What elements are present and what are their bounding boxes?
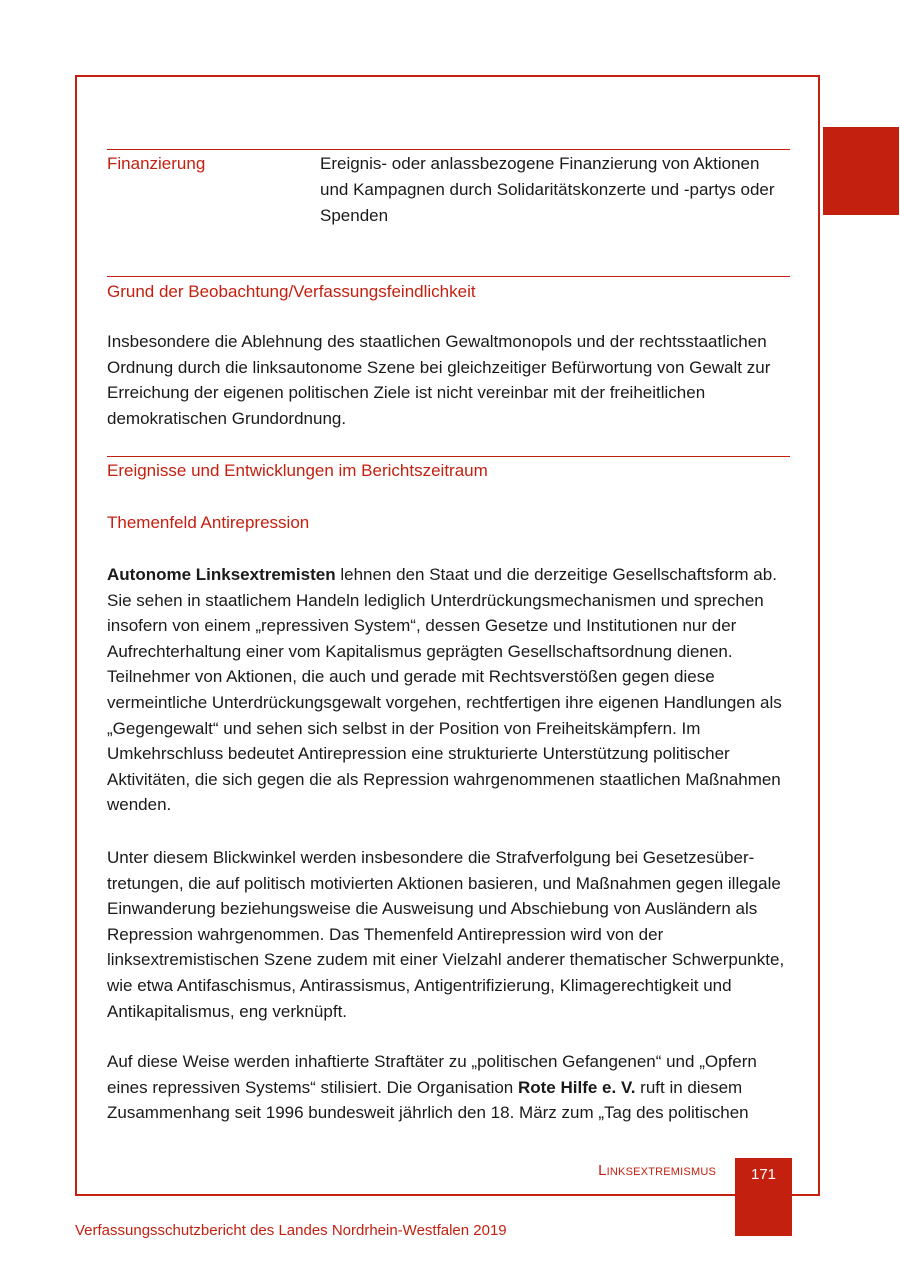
paragraph-text: ruft in diesem Zusammenhang seit 1996 bundesweit jährlich den 18. März zum „Tag des politischen <box>107 1077 749 1123</box>
ereignisse-heading: Ereignisse und Entwicklungen im Berichtszeitraum <box>107 461 488 480</box>
finanzierung-text: Ereignis- oder anlassbezogene Finanzierung von Aktionen und Kampagnen durch Solidaritätskonzerte und -partys oder Spenden <box>320 154 775 225</box>
page-number: 171 <box>750 1166 777 1183</box>
report-title: Verfassungsschutzbericht des Landes Nordrhein-Westfalen 2019 <box>75 1222 507 1239</box>
themenfeld-paragraph-2: Unter diesem Blickwinkel werden insbesondere die Strafverfolgung bei Gesetzesübertretungen, die auf politisch motivierten Aktionen basieren, und Maßnahmen gegen illegale Einwanderung beziehungsweise die Ausweisung und Abschiebung von Ausländern als Repression wahrgenommen. Das Themenfeld Antirepression wird von der linksextremistischen Szene zudem mit einer Vielzahl anderer thematischer Schwerpunkte, wie etwa Antifaschismus, Antirassismus, Antigentrifizierung, Klimagerechtigkeit und Antikapitalismus, eng verknüpft. <box>107 848 785 1021</box>
divider-rule <box>107 149 790 150</box>
themenfeld-heading: Themenfeld Antirepression <box>107 513 310 532</box>
bold-term: Autonome Linksextremisten <box>107 565 336 584</box>
grund-paragraph: Insbesondere die Ablehnung des staatlichen Gewaltmonopols und der rechtsstaatlichen Ordnung durch die linksautonome Szene bei gleichzeitiger Befürwortung von Gewalt zur Erreichung der eigenen politischen Ziele ist nicht vereinbar mit der freiheitlichen demokratischen Grundordnung. <box>107 332 771 428</box>
grund-heading: Grund der Beobachtung/Verfassungsfeindlichkeit <box>107 282 476 301</box>
divider-rule <box>107 276 790 277</box>
page-number-box <box>735 1158 792 1236</box>
themenfeld-paragraph-1 <box>107 562 791 818</box>
paragraph-text: Auf diese Weise werden inhaftierte Straftäter zu „politischen Gefangenen“ und „Opfern eines repressiven Systems“ stilisiert. Die Organisation <box>107 1052 757 1097</box>
themenfeld-paragraph-3 <box>107 1049 791 1126</box>
finanzierung-label: Finanzierung <box>107 154 206 173</box>
section-name: Linksextremismus <box>598 1162 716 1179</box>
bold-term: Rote Hilfe e. V. <box>517 1077 636 1097</box>
divider-rule <box>107 456 790 457</box>
chapter-side-tab <box>823 127 899 215</box>
paragraph-text: lehnen den Staat und die derzeitige Gesellschaftsform ab. Sie sehen in staatlichem Handeln lediglich Unterdrückungsmechanismen und sprechen insofern von einem „repressiven System“, dessen Gesetze und Institutionen nur der Aufrechterhaltung einer vom Kapitalismus geprägten Gesellschaftsordnung dienen. Teilnehmer von Aktionen, die auch und gerade mit Rechtsverstößen gegen diese vermeintliche Unterdrückungsgewalt vorgehen, rechtfertigen ihre eigenen Handlungen als „Gegengewalt“ und sehen sich selbst in der Position von Freiheitskämpfern. Im Umkehrschluss bedeutet Antirepression eine strukturierte Unterstützung politischer Aktivitäten, die sich gegen die als Repression wahrgenommenen staatlichen Maßnahmen wenden. <box>107 565 782 815</box>
